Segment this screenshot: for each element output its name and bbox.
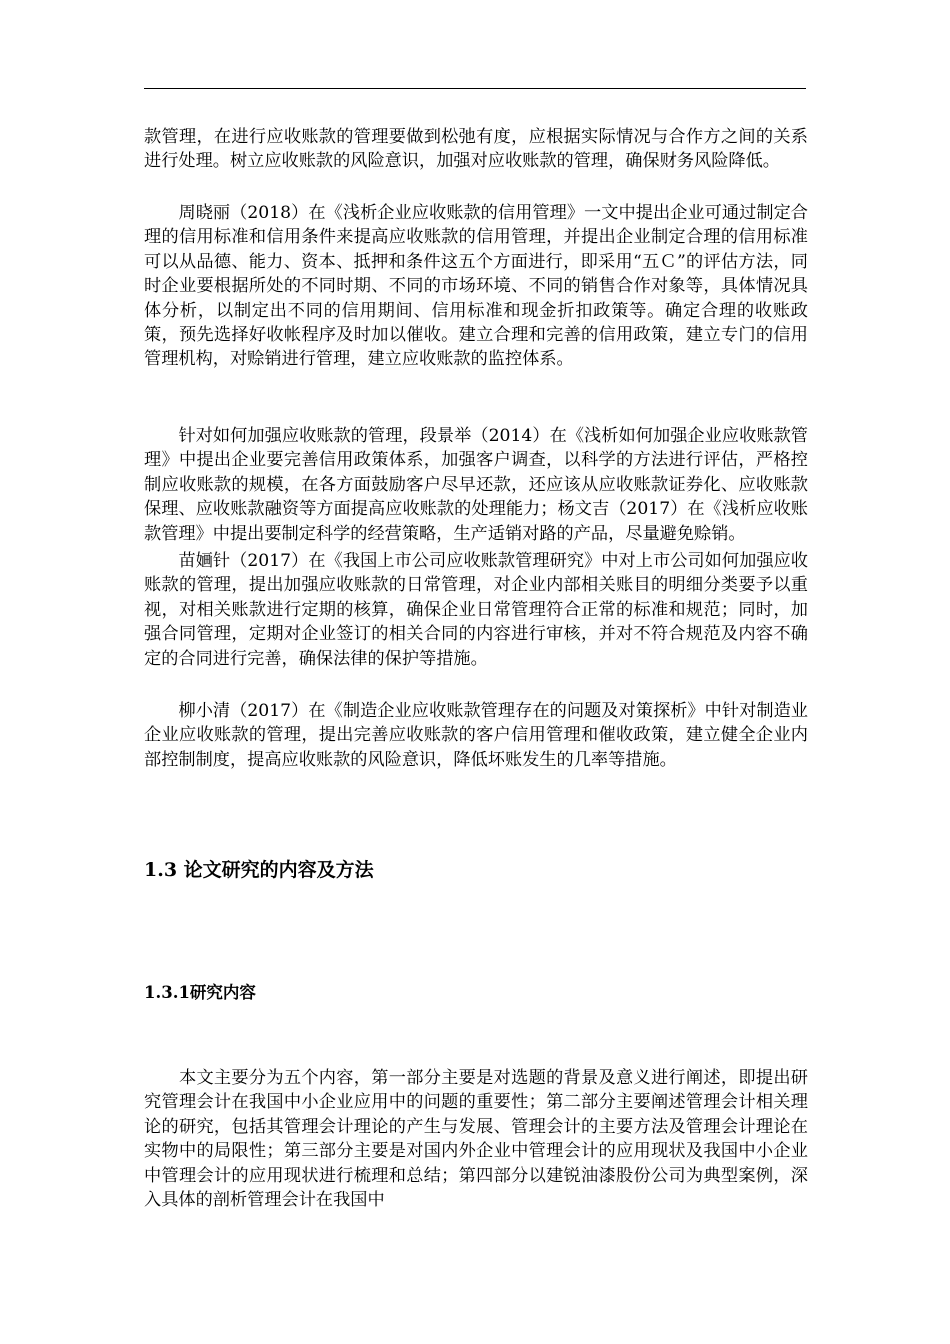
paragraph-miao-huazhen: 苗婳针（2017）在《我国上市公司应收账款管理研究》中对上市公司如何加强应收账款的管理，提出加强应收账款的日常管理，对企业内部相关账目的明细分类要予以重视，对相关账款进行定期的核算，确保企业日常管理符合正常的标准和规范；同时，加强合同管理，定期对企业签订的相关合同的内容进行审核，并对不符合规范及内容不确定的合同进行完善，确保法律的保护等措施。: [144, 551, 808, 669]
header-rule: [144, 88, 806, 89]
subsection-heading: 1.3.1研究内容: [144, 983, 256, 1002]
section-heading: 1.3 论文研究的内容及方法: [144, 859, 374, 881]
paragraph-research-content: 本文主要分为五个内容，第一部分主要是对选题的背景及意义进行阐述，即提出研究管理会计在我国中小企业应用中的问题的重要性；第二部分主要阐述管理会计相关理论的研究，包括其管理会计理论的产生与发展、管理会计的主要方法及管理会计理论在实物中的局限性；第三部分主要是对国内外企业中管理会计的应用现状及我国中小企业中管理会计的应用现状进行梳理和总结；第四部分以建锐油漆股份公司为典型案例，深入具体的剖析管理会计在我国中: [144, 1068, 808, 1211]
paragraph-zhou-xiaoli: 周晓丽（2018）在《浅析企业应收账款的信用管理》一文中提出企业可通过制定合理的信用标准和信用条件来提高应收账款的信用管理，并提出企业制定合理的信用标准可以从品德、能力、资本、抵押和条件这五个方面进行，即采用“五Ｃ”的评估方法，同时企业要根据所处的不同时期、不同的市场环境、不同的销售合作对象等，具体情况具体分析，以制定出不同的信用期间、信用标准和现金折扣政策等。确定合理的收账政策，预先选择好收帐程序及时加以催收。建立合理和完善的信用政策，建立专门的信用管理机构，对赊销进行管理，建立应收账款的监控体系。: [144, 203, 808, 370]
paragraph-continuation: 款管理，在进行应收账款的管理要做到松弛有度，应根据实际情况与合作方之间的关系进行处理。树立应收账款的风险意识，加强对应收账款的管理，确保财务风险降低。: [144, 127, 808, 172]
paragraph-liu-xiaoqing: 柳小清（2017）在《制造企业应收账款管理存在的问题及对策探析》中针对制造业企业应收账款的管理，提出完善应收账款的客户信用管理和催收政策，建立健全企业内部控制制度，提高应收账款的风险意识，降低坏账发生的几率等措施。: [144, 701, 808, 770]
paragraph-duan-jingju: 针对如何加强应收账款的管理，段景举（2014）在《浅析如何加强企业应收账款管理》中提出企业要完善信用政策体系，加强客户调查，以科学的方法进行评估，严格控制应收账款的规模，在各方面鼓励客户尽早还款，还应该从应收账款证券化、应收账款保理、应收账款融资等方面提高应收账款的处理能力；杨文吉（2017）在《浅析应收账款管理》中提出要制定科学的经营策略，生产适销对路的产品，尽量避免赊销。: [144, 426, 808, 544]
